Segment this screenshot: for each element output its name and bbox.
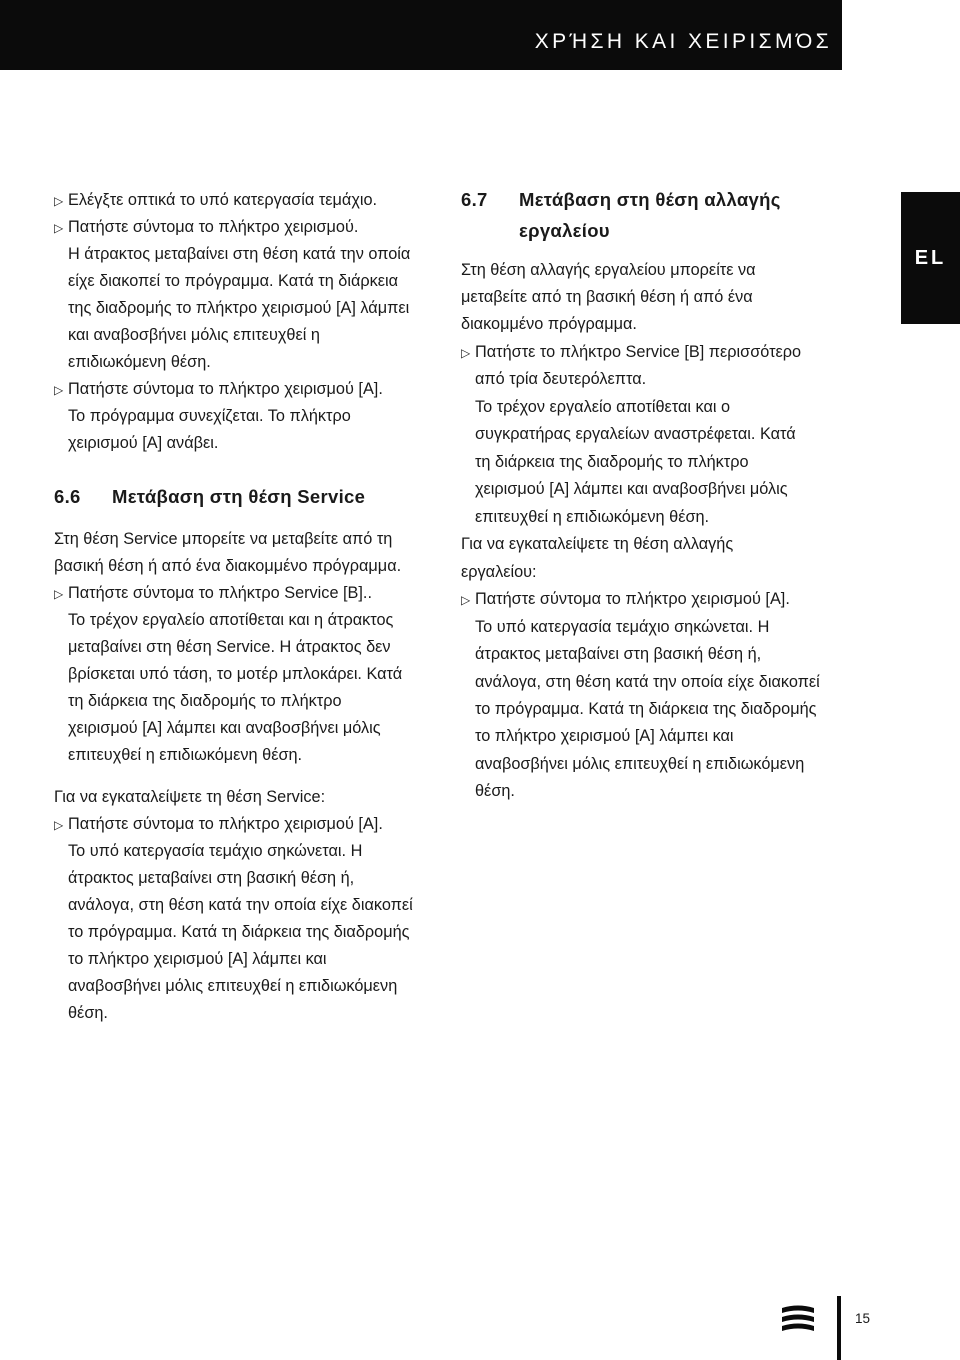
text-line: διακομμένο πρόγραμμα. [461, 315, 637, 333]
text-line: θέση. [68, 1004, 108, 1022]
text-line: χειρισμού [A] λάμπει και αναβοσβήνει μόλις [475, 480, 788, 498]
footer-divider [837, 1296, 841, 1360]
text-line: Για να εγκαταλείψετε τη θέση Service: [54, 788, 326, 806]
triangle-bullet-icon: ▷ [54, 221, 64, 235]
text-line: συγκρατήρας εργαλείων αναστρέφεται. Κατά [475, 425, 796, 443]
text-line: αναβοσβήνει μόλις επιτευχθεί η επιδιωκόμενη [68, 977, 398, 995]
list-item: ▷ Ελέγξτε οπτικά το υπό κατεργασία τεμάχιο. [54, 189, 377, 212]
section-heading-6-7 [461, 188, 781, 212]
section-number: 6.6 [54, 486, 81, 507]
list-item: ▷ Πατήστε σύντομα το πλήκτρο Service [B].. [54, 582, 372, 605]
list-item: ▷ Πατήστε σύντομα το πλήκτρο χειρισμού [A]. [54, 813, 383, 836]
text-line: Το πρόγραμμα συνεχίζεται. Το πλήκτρο [68, 407, 351, 425]
triangle-bullet-icon: ▷ [54, 587, 64, 601]
text-line: το πρόγραμμα. Κατά τη διάρκεια της διαδρομής [475, 700, 817, 718]
section-heading-6-6 [54, 485, 365, 509]
text-line: από τρία δευτερόλεπτα. [475, 370, 647, 388]
text-line: επιτευχθεί η επιδιωκόμενη θέση. [475, 508, 710, 526]
page-number: 15 [855, 1311, 871, 1326]
section-title-line-2: εργαλείου [519, 220, 610, 241]
section-title-line-1: Μετάβαση στη θέση αλλαγής [519, 189, 781, 210]
list-item: ▷ Πατήστε σύντομα το πλήκτρο χειρισμού [A]. [461, 588, 790, 611]
text-line: το πλήκτρο χειρισμού [A] λάμπει και [68, 950, 327, 968]
text-line: τη διάρκεια της διαδρομής το πλήκτρο [475, 453, 749, 471]
text-line: αναβοσβήνει μόλις επιτευχθεί η επιδιωκόμενη [475, 755, 805, 773]
text-line: άτρακτος μεταβαίνει στη βασική θέση ή, [68, 869, 355, 887]
header-bar [0, 0, 842, 70]
language-tab: EL [901, 192, 960, 324]
text-line: μεταβείτε από τη βασική θέση ή από ένα [461, 288, 753, 306]
text-line: ανάλογα, στη θέση κατά την οποία είχε διακοπεί [68, 896, 413, 914]
text-line: Το τρέχον εργαλείο αποτίθεται και ο [475, 398, 731, 416]
text-line: Το τρέχον εργαλείο αποτίθεται και η άτρακτος [68, 611, 394, 629]
page-header-title: ΧΡΉΣΗ ΚΑΙ ΧΕΙΡΙΣΜΌΣ [534, 30, 832, 53]
list-item: ▷ Πατήστε σύντομα το πλήκτρο χειρισμού. [54, 216, 358, 239]
text-line: Στη θέση Service μπορείτε να μεταβείτε από τη [54, 530, 393, 548]
text-line: βασική θέση ή από ένα διακομμένο πρόγραμμα. [54, 557, 402, 575]
text-line: επιδιωκόμενη θέση. [68, 353, 211, 371]
triangle-bullet-icon: ▷ [54, 383, 64, 397]
text-line: βρίσκεται υπό τάση, το μοτέρ μπλοκάρει. Κατά [68, 665, 403, 683]
text-line: χειρισμού [A] ανάβει. [68, 434, 219, 452]
text-line: Το υπό κατεργασία τεμάχιο σηκώνεται. Η [68, 842, 363, 860]
text-line: τη διάρκεια της διαδρομής το πλήκτρο [68, 692, 342, 710]
text-line: Η άτρακτος μεταβαίνει στη θέση κατά την οποία [68, 245, 411, 263]
text-line: και αναβοσβήνει μόλις επιτευχθεί η [68, 326, 320, 344]
triangle-bullet-icon: ▷ [461, 346, 471, 360]
section-title: Μετάβαση στη θέση Service [112, 486, 366, 507]
text-line: Στη θέση αλλαγής εργαλείου μπορείτε να [461, 261, 756, 279]
brand-stripes-icon [780, 1302, 816, 1338]
text-line: μεταβαίνει στη θέση Service. Η άτρακτος δεν [68, 638, 391, 656]
text-line: εργαλείου: [461, 563, 537, 581]
list-item: ▷ Πατήστε σύντομα το πλήκτρο χειρισμού [A]. [54, 378, 383, 401]
triangle-bullet-icon: ▷ [54, 194, 64, 208]
text-line: θέση. [475, 782, 515, 800]
text-line: της διαδρομής το πλήκτρο χειρισμού [A] λάμπει [68, 299, 410, 317]
triangle-bullet-icon: ▷ [54, 818, 64, 832]
text-line: το πλήκτρο χειρισμού [A] λάμπει και [475, 727, 734, 745]
text-line: ανάλογα, στη θέση κατά την οποία είχε διακοπεί [475, 673, 820, 691]
text-line: το πρόγραμμα. Κατά τη διάρκεια της διαδρομής [68, 923, 410, 941]
text-line: χειρισμού [A] λάμπει και αναβοσβήνει μόλις [68, 719, 381, 737]
text-line: άτρακτος μεταβαίνει στη βασική θέση ή, [475, 645, 762, 663]
triangle-bullet-icon: ▷ [461, 593, 471, 607]
text-line: Για να εγκαταλείψετε τη θέση αλλαγής [461, 535, 734, 553]
text-line: επιτευχθεί η επιδιωκόμενη θέση. [68, 746, 303, 764]
text-line: Το υπό κατεργασία τεμάχιο σηκώνεται. Η [475, 618, 770, 636]
text-line: είχε διακοπεί το πρόγραμμα. Κατά τη διάρκεια [68, 272, 399, 290]
list-item: ▷ Πατήστε το πλήκτρο Service [B] περισσότερο [461, 341, 801, 364]
section-number: 6.7 [461, 189, 488, 210]
